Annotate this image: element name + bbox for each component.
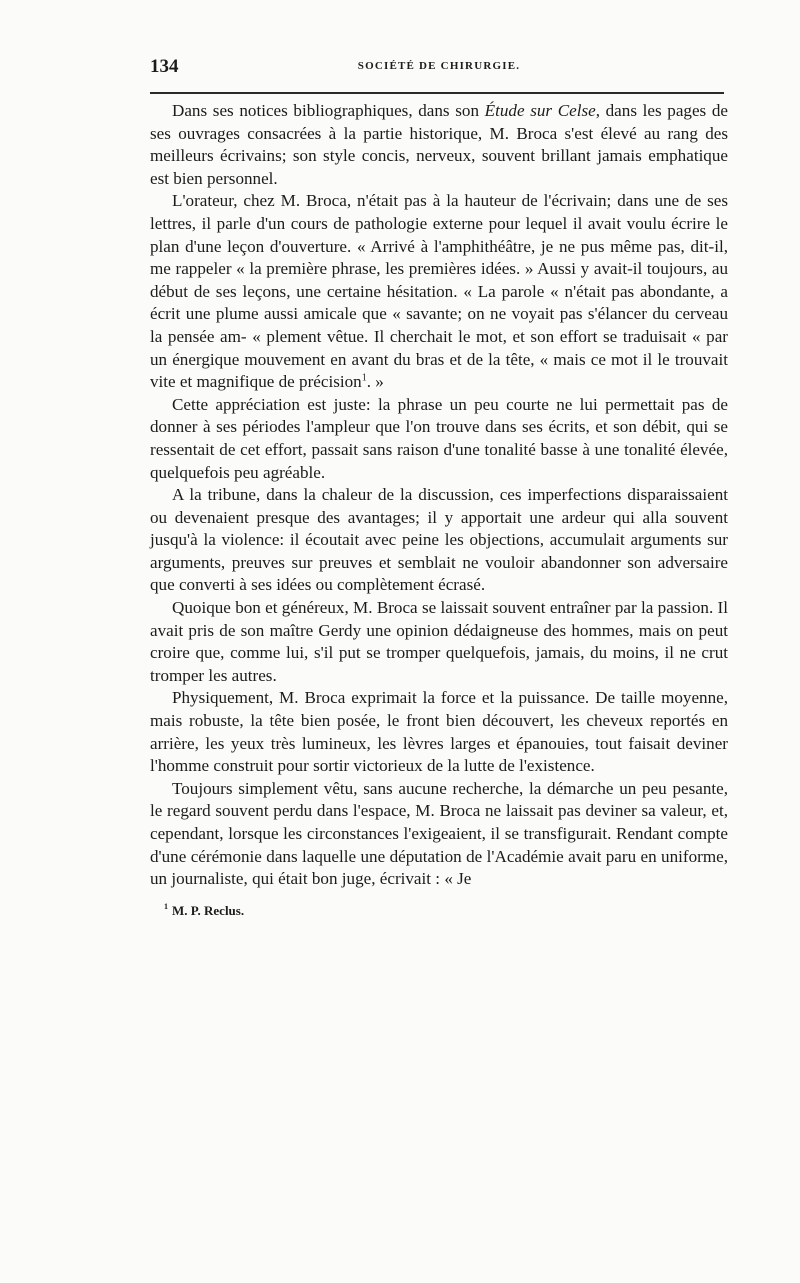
running-head xyxy=(150,56,728,78)
paragraph-1-text-end: , dans les pages de ses ouvrages consacrées à la partie historique, M. Broca s'est élevé au rang des meilleurs écrivains; son style concis, nerveux, souvent brillant jamais emphatique est bien personnel. xyxy=(150,101,729,188)
paragraph-5: Quoique bon et généreux, M. Broca se laissait souvent entraîner par la passion. Il avait pris de son maître Gerdy une opinion dédaigneuse des hommes, mais on peut croire que, comme lui, s'il put se tromper quelquefois, jamais, du moins, il ne crut tromper les autres. xyxy=(150,598,728,685)
running-title: SOCIÉTÉ DE CHIRURGIE. xyxy=(357,60,521,72)
paragraph-2-text-end: . » xyxy=(366,372,384,392)
footnote-mark: 1 xyxy=(164,902,168,912)
footnote-text: M. P. Reclus. xyxy=(172,902,245,918)
footnote-reference: 1 xyxy=(361,372,367,384)
paragraph-6: Physiquement, M. Broca exprimait la force et la puissance. De taille moyenne, mais robuste, la tête bien posée, le front bien découvert, les cheveux reportés en arrière, les yeux très lumineux, les lèvres larges et épanouies, tout faisait deviner l'homme construit pour sortir victorieux de la lutte de l'existence. xyxy=(150,688,728,776)
paragraph-1 xyxy=(150,100,728,190)
paragraph-1-text-start: Dans ses notices bibliographiques, dans son xyxy=(172,101,485,120)
footnote xyxy=(150,903,728,919)
paragraph-2-text: L'orateur, chez M. Broca, n'était pas à la hauteur de l'écrivain; dans une de ses lettres, il parle d'un cours de pathologie externe pour lequel il avait voulu écrire le plan d'une leçon d'ouverture. « Arrivé à l'amphithéâtre, je ne pus même pas, dit-il, me rappeler « la première phrase, les premières idées. » Aussi y avait-il toujours, au début de ses leçons, une certaine hésitation. « La parole « n'était pas abondante, a écrit une plume aussi amicale que « savante; on ne voyait pas s'élancer du cerveau la pensée am- « plement vêtue. Il cherchait le mot, et son effort se traduisait « par un énergique mouvement en avant du bras et de la tête, « mais ce mot il le trouvait vite et magnifique de précision xyxy=(150,191,728,392)
header-rule xyxy=(150,92,724,94)
paragraph-7: Toujours simplement vêtu, sans aucune recherche, la démarche un peu pesante, le regard souvent perdu dans l'espace, M. Broca ne laissait pas deviner sa valeur, et, cependant, lorsque les circonstances l'exigeaient, il se transfigurait. Rendant compte d'une cérémonie dans laquelle une députation de l'Académie avait paru en uniforme, un journaliste, qui était bon juge, écrivait : « Je xyxy=(150,778,728,889)
paragraph-3: Cette appréciation est juste: la phrase un peu courte ne lui permettait pas de donner à ses périodes l'ampleur que l'on trouve dans ses écrits, et son débit, qui se ressentait de cet effort, passait sans raison d'une tonalité basse à une tonalité élevée, quelquefois peu agréable. xyxy=(150,394,728,482)
body-text xyxy=(150,100,728,891)
page-number: 134 xyxy=(150,56,179,77)
book-page xyxy=(150,56,728,919)
book-title: Étude sur Celse xyxy=(484,101,596,120)
paragraph-4: A la tribune, dans la chaleur de la discussion, ces imperfections disparaissaient ou devenaient presque des avantages; il y apportait une ardeur qui alla souvent jusqu'à la violence: il écoutait avec peine les objections, accumulait arguments sur arguments, preuves sur preuves et semblait ne vouloir abandonner son adversaire que converti à ses idées ou complètement écrasé. xyxy=(150,485,728,595)
paragraph-2 xyxy=(150,190,728,393)
